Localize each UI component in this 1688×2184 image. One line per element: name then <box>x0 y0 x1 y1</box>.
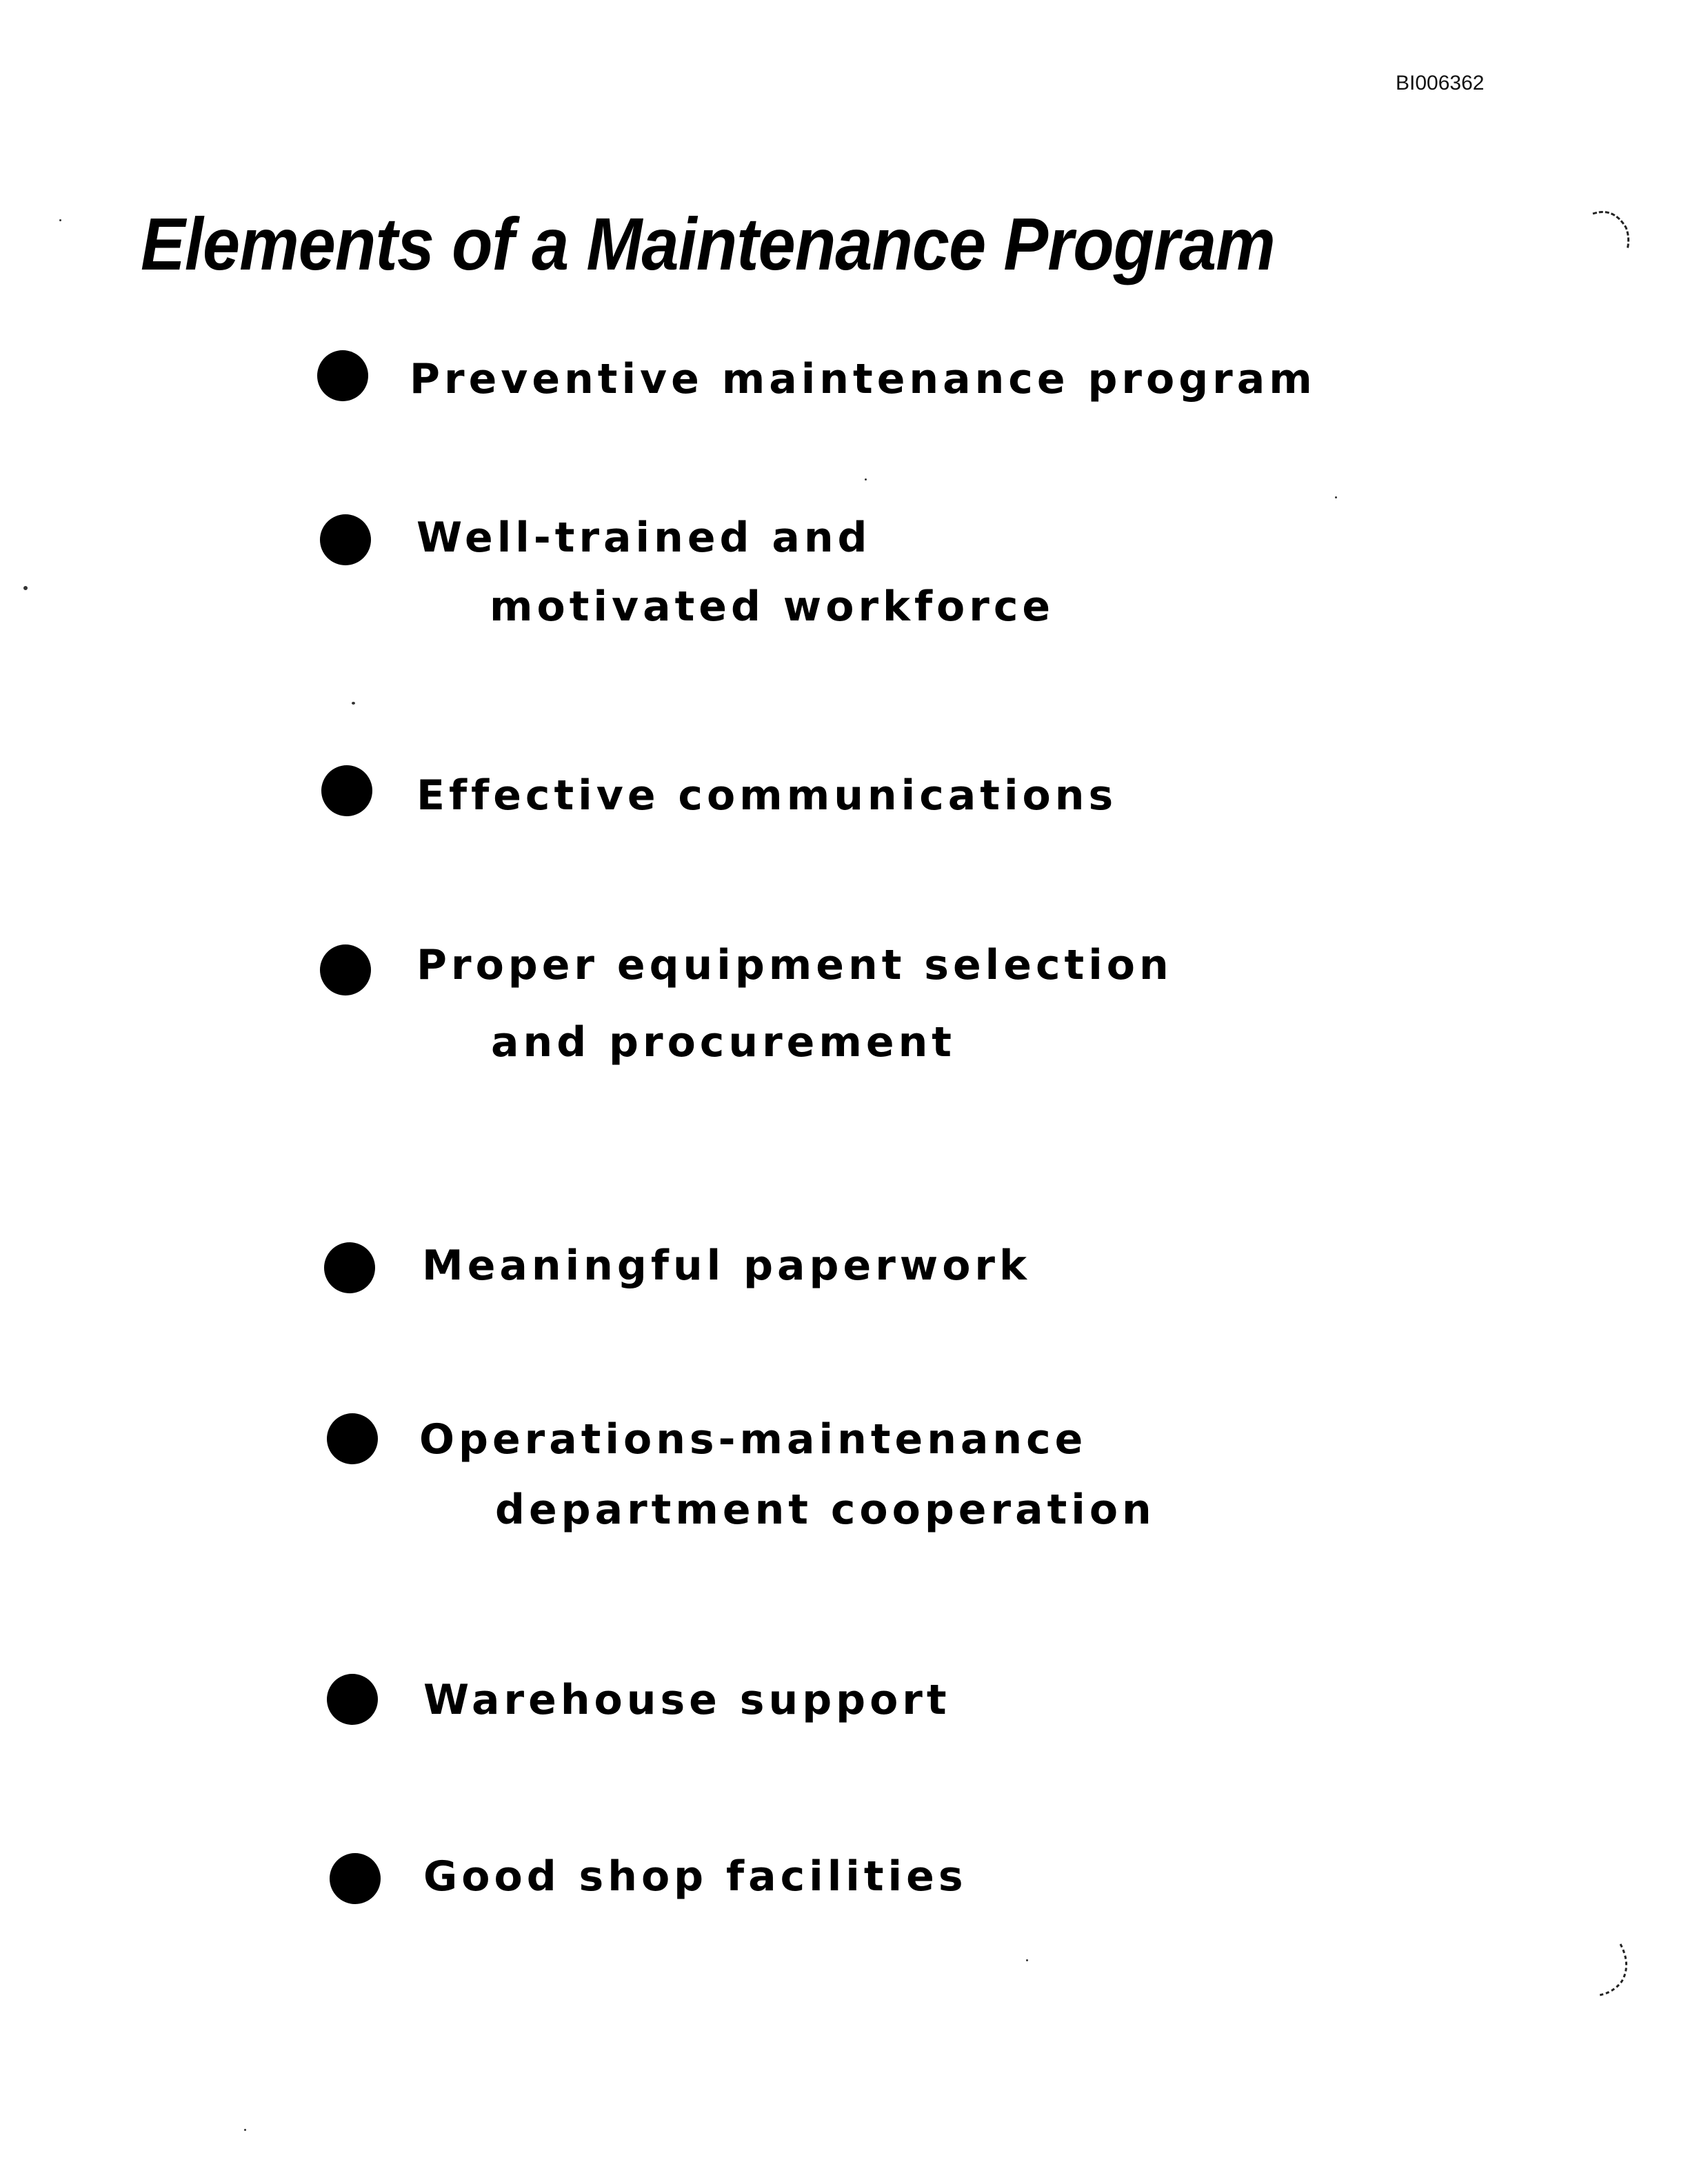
binding-hole-mark-top <box>1586 200 1641 262</box>
list-item-text-continuation: motivated workforce <box>490 583 1055 631</box>
scan-speck <box>352 702 355 705</box>
list-item-text: Operations-maintenance <box>419 1415 1087 1464</box>
scan-speck <box>1335 496 1337 498</box>
list-item-text: Warehouse support <box>423 1676 951 1724</box>
list-item-text: Well-trained and <box>416 514 872 562</box>
list-item-text: Good shop facilities <box>423 1852 967 1901</box>
bullet-icon <box>330 1853 381 1904</box>
scan-speck <box>244 2129 246 2131</box>
scan-speck <box>23 586 28 590</box>
scan-speck <box>865 478 867 481</box>
binding-hole-mark-bottom <box>1586 1937 1641 2006</box>
bullet-icon <box>327 1674 378 1725</box>
bullet-icon <box>317 350 368 401</box>
list-item-text: Meaningful paperwork <box>422 1242 1031 1290</box>
document-id-stamp: BI006362 <box>1396 72 1485 94</box>
bullet-icon <box>327 1413 378 1464</box>
bullet-icon <box>320 514 371 565</box>
page-title: Elements of a Maintenance Program <box>141 202 1275 285</box>
list-item-text: Proper equipment selection <box>416 941 1173 989</box>
bullet-icon <box>324 1242 375 1293</box>
bullet-icon <box>321 765 372 816</box>
list-item-text: Effective communications <box>416 771 1118 820</box>
scan-speck <box>1026 1959 1028 1961</box>
list-item-text-continuation: department cooperation <box>495 1486 1156 1534</box>
list-item-text-continuation: and procurement <box>491 1018 956 1066</box>
bullet-icon <box>320 944 371 995</box>
list-item-text: Preventive maintenance program <box>410 355 1316 403</box>
scan-speck <box>59 219 61 221</box>
